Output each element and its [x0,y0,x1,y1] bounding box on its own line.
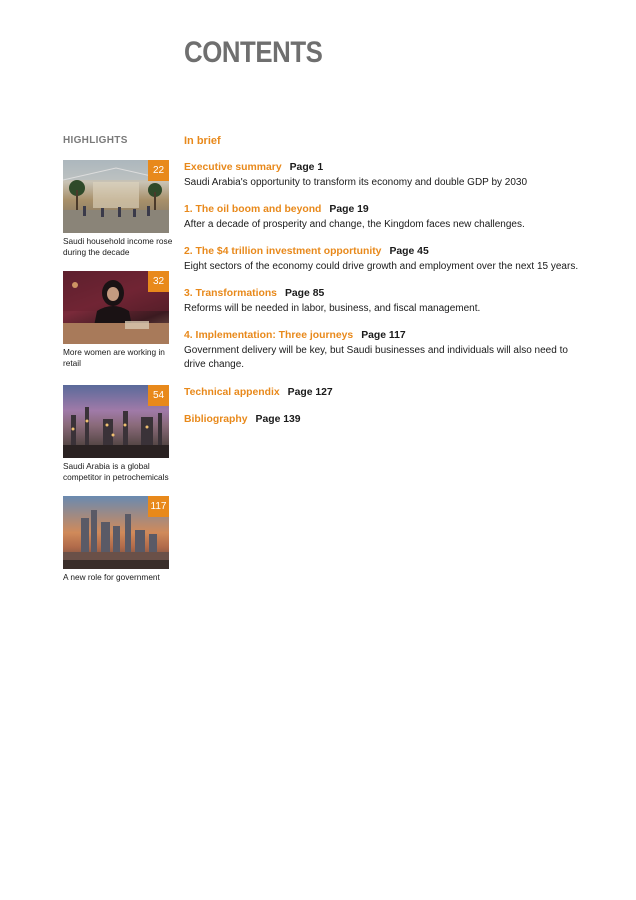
highlight-card-income[interactable] [63,160,173,258]
toc-entry-page: Page 139 [255,414,301,425]
toc-entry-bibliography[interactable] [184,413,604,427]
toc-entry-page: Page 19 [329,204,369,215]
highlight-page-badge: 117 [148,496,169,517]
toc-entry-description: Reforms will be needed in labor, business, and fiscal management. [184,303,481,314]
petrochemical-plant-image [63,385,169,458]
toc-entry-description: After a decade of prosperity and change, the Kingdom faces new challenges. [184,219,525,230]
highlight-caption: Saudi Arabia is a global competitor in petrochemicals [63,461,169,482]
highlight-caption: Saudi household income rose during the decade [63,236,173,257]
highlight-card-government[interactable] [63,496,173,583]
toc-entry-page: Page 127 [287,387,333,398]
toc-entry-page: Page 85 [284,288,325,299]
highlights-heading: HIGHLIGHTS [63,135,128,146]
toc-entry-transformations[interactable] [184,287,604,316]
toc-entry-oil-boom[interactable] [184,203,604,232]
toc-entry-page: Page 117 [361,330,406,341]
highlight-page-badge: 54 [148,385,169,406]
toc-entry-description: Eight sectors of the economy could drive growth and employment over the next 15 years. [184,261,579,272]
toc-entry-title[interactable]: Technical appendix [184,387,280,398]
toc-entry-description: Saudi Arabia's opportunity to transform its economy and double GDP by 2030 [184,177,528,188]
toc-entry-title[interactable]: 2. The $4 trillion investment opportunity [184,246,382,257]
highlight-caption: A new role for government [63,572,160,582]
toc-entry-title[interactable]: Executive summary [184,162,282,173]
toc-entry-title[interactable]: 3. Transformations [184,288,277,299]
toc-entry-title[interactable]: 4. Implementation: Three journeys [184,330,354,341]
highlight-caption: More women are working in retail [63,347,165,368]
toc-entry-description: Government delivery will be key, but Saudi businesses and individuals will also need to drive change. [184,345,568,370]
city-skyline-image [63,496,169,569]
toc-entry-investment-opportunity[interactable] [184,245,604,274]
toc-entry-title[interactable]: 1. The oil boom and beyond [184,204,322,215]
woman-retail-image [63,271,169,344]
page-title: CONTENTS [184,36,323,69]
toc-entry-technical-appendix[interactable] [184,386,604,400]
highlight-card-petrochemicals[interactable] [63,385,173,483]
toc-entry-page: Page 45 [389,246,429,257]
highlight-page-badge: 32 [148,271,169,292]
toc-entry-implementation[interactable] [184,329,604,372]
highlight-page-badge: 22 [148,160,169,181]
mall-interior-image [63,160,169,233]
in-brief-heading: In brief [184,135,221,147]
toc-entry-executive-summary[interactable] [184,161,604,190]
toc-entry-title[interactable]: Bibliography [184,414,248,425]
toc-entry-page: Page 1 [289,162,324,173]
highlight-card-women-retail[interactable] [63,271,173,369]
